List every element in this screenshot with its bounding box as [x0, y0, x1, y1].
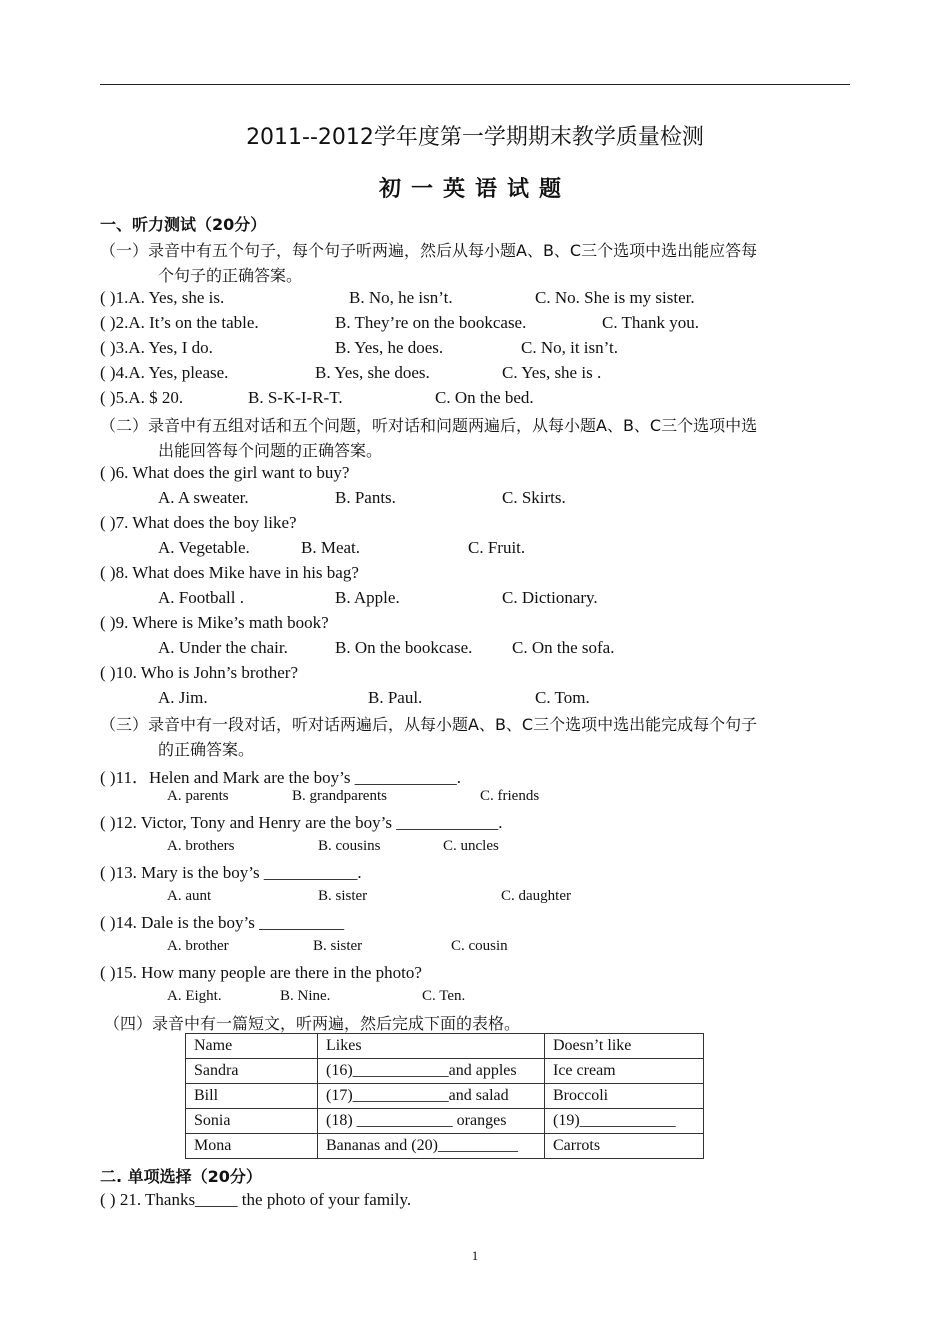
table-cell: Bill: [186, 1084, 318, 1109]
question-12-c: C. uncles: [443, 838, 499, 854]
question-3-c: C. No, it isn’t.: [521, 338, 618, 357]
question-6-options: [158, 488, 566, 508]
part-2-instruction-cont: 出能回答每个问题的正确答案。: [158, 441, 383, 460]
question-1: [100, 288, 695, 308]
question-8: ( )8. What does Mike have in his bag?: [100, 563, 359, 582]
question-12: ( )12. Victor, Tony and Henry are the boy’s ____________.: [100, 813, 503, 832]
question-5-b: B. S-K-I-R-T.: [248, 388, 343, 407]
question-13-options: [167, 888, 571, 905]
question-12-b: B. cousins: [318, 838, 381, 854]
question-9-a: A. Under the chair.: [158, 638, 288, 657]
question-14: ( )14. Dale is the boy’s __________: [100, 913, 345, 932]
table-cell: (18) ____________ oranges: [318, 1109, 545, 1134]
table-row: [186, 1084, 704, 1109]
question-12-options: [167, 838, 499, 855]
table-cell: (19)____________: [545, 1109, 704, 1134]
question-4-a: ( )4.A. Yes, please.: [100, 363, 229, 382]
question-6: ( )6. What does the girl want to buy?: [100, 463, 350, 482]
question-7-c: C. Fruit.: [468, 538, 526, 557]
table-row: [186, 1059, 704, 1084]
question-9-b: B. On the bookcase.: [335, 638, 473, 657]
question-14-a: A. brother: [167, 938, 229, 954]
question-5-c: C. On the bed.: [435, 388, 534, 407]
page-number: 1: [471, 1248, 479, 1263]
question-15-c: C. Ten.: [422, 988, 466, 1004]
section-1-heading: 一、听力测试（20分）: [100, 215, 267, 234]
question-11-b: B. grandparents: [292, 788, 387, 804]
question-1-b: B. No, he isn’t.: [349, 288, 453, 307]
question-7-b: B. Meat.: [301, 538, 361, 557]
part-3-instruction-cont: 的正确答案。: [158, 740, 255, 759]
table-header: Likes: [318, 1034, 545, 1059]
question-2-a: ( )2.A. It’s on the table.: [100, 313, 259, 332]
page-title: 2011--2012学年度第一学期期末教学质量检测: [246, 125, 704, 150]
table-cell: Carrots: [545, 1134, 704, 1159]
question-9: ( )9. Where is Mike’s math book?: [100, 613, 329, 632]
table-header-row: [186, 1034, 704, 1059]
part-1-instruction-cont: 个句子的正确答案。: [158, 266, 303, 285]
question-5: [100, 388, 534, 408]
question-8-c: C. Dictionary.: [502, 588, 598, 607]
part-3-instruction: （三）录音中有一段对话，听对话两遍后，从每小题A、B、C三个选项中选出能完成每个句子: [100, 715, 758, 734]
table-cell: Ice cream: [545, 1059, 704, 1084]
section-2-heading: 二. 单项选择（20分）: [100, 1167, 262, 1186]
question-8-b: B. Apple.: [335, 588, 400, 607]
table-cell: Broccoli: [545, 1084, 704, 1109]
question-10-options: [158, 688, 590, 708]
question-2-b: B. They’re on the bookcase.: [335, 313, 527, 332]
table-cell: Mona: [186, 1134, 318, 1159]
question-9-c: C. On the sofa.: [512, 638, 615, 657]
question-3-b: B. Yes, he does.: [335, 338, 444, 357]
table-cell: (16)____________and apples: [318, 1059, 545, 1084]
table-header: Name: [186, 1034, 318, 1059]
question-8-a: A. Football .: [158, 588, 244, 607]
question-11-options: [167, 788, 540, 805]
table-cell: Sandra: [186, 1059, 318, 1084]
question-13: ( )13. Mary is the boy’s ___________.: [100, 863, 362, 882]
question-15: ( )15. How many people are there in the photo?: [100, 963, 422, 982]
question-14-b: B. sister: [313, 938, 363, 954]
question-8-options: [158, 588, 598, 608]
question-2: [100, 313, 699, 333]
question-7-a: A. Vegetable.: [158, 538, 250, 557]
question-4: [100, 363, 602, 383]
question-7: ( )7. What does the boy like?: [100, 513, 297, 532]
question-4-b: B. Yes, she does.: [315, 363, 430, 382]
question-12-a: A. brothers: [167, 838, 235, 854]
part-4-instruction: （四）录音中有一篇短文，听两遍，然后完成下面的表格。: [104, 1014, 521, 1033]
question-3-a: ( )3.A. Yes, I do.: [100, 338, 213, 357]
question-10: ( )10. Who is John’s brother?: [100, 663, 298, 682]
header-rule: [100, 84, 850, 85]
table-cell: Bananas and (20)__________: [318, 1134, 545, 1159]
question-13-c: C. daughter: [501, 888, 571, 904]
question-6-a: A. A sweater.: [158, 488, 249, 507]
table-row: [186, 1134, 704, 1159]
question-2-c: C. Thank you.: [602, 313, 699, 332]
part-2-instruction: （二）录音中有五组对话和五个问题，听对话和问题两遍后，从每小题A、B、C三个选项中选: [100, 416, 758, 435]
question-6-c: C. Skirts.: [502, 488, 566, 507]
question-4-c: C. Yes, she is .: [502, 363, 602, 382]
question-7-options: [158, 538, 526, 558]
question-15-options: [167, 988, 466, 1005]
question-15-a: A. Eight.: [167, 988, 222, 1004]
question-5-a: ( )5.A. $ 20.: [100, 388, 184, 407]
question-6-b: B. Pants.: [335, 488, 396, 507]
likes-table: [185, 1033, 704, 1159]
question-11: ( )11．Helen and Mark are the boy’s ____________.: [100, 768, 462, 787]
question-15-b: B. Nine.: [280, 988, 331, 1004]
question-1-c: C. No. She is my sister.: [535, 288, 695, 307]
question-14-options: [167, 938, 508, 955]
table-cell: (17)____________and salad: [318, 1084, 545, 1109]
question-13-a: A. aunt: [167, 888, 212, 904]
question-21: ( ) 21. Thanks_____ the photo of your family.: [100, 1190, 412, 1209]
question-10-b: B. Paul.: [368, 688, 423, 707]
question-10-a: A. Jim.: [158, 688, 208, 707]
part-1-instruction: （一）录音中有五个句子，每个句子听两遍，然后从每小题A、B、C三个选项中选出能应答每: [100, 241, 758, 260]
table-row: [186, 1109, 704, 1134]
question-10-c: C. Tom.: [535, 688, 590, 707]
question-14-c: C. cousin: [451, 938, 508, 954]
table-header: Doesn’t like: [545, 1034, 704, 1059]
question-9-options: [158, 638, 615, 658]
question-1-a: ( )1.A. Yes, she is.: [100, 288, 225, 307]
question-3: [100, 338, 618, 358]
question-13-b: B. sister: [318, 888, 368, 904]
question-11-a: A. parents: [167, 788, 229, 804]
table-cell: Sonia: [186, 1109, 318, 1134]
question-11-c: C. friends: [480, 788, 540, 804]
page-subtitle: 初一英语试题: [378, 177, 571, 202]
